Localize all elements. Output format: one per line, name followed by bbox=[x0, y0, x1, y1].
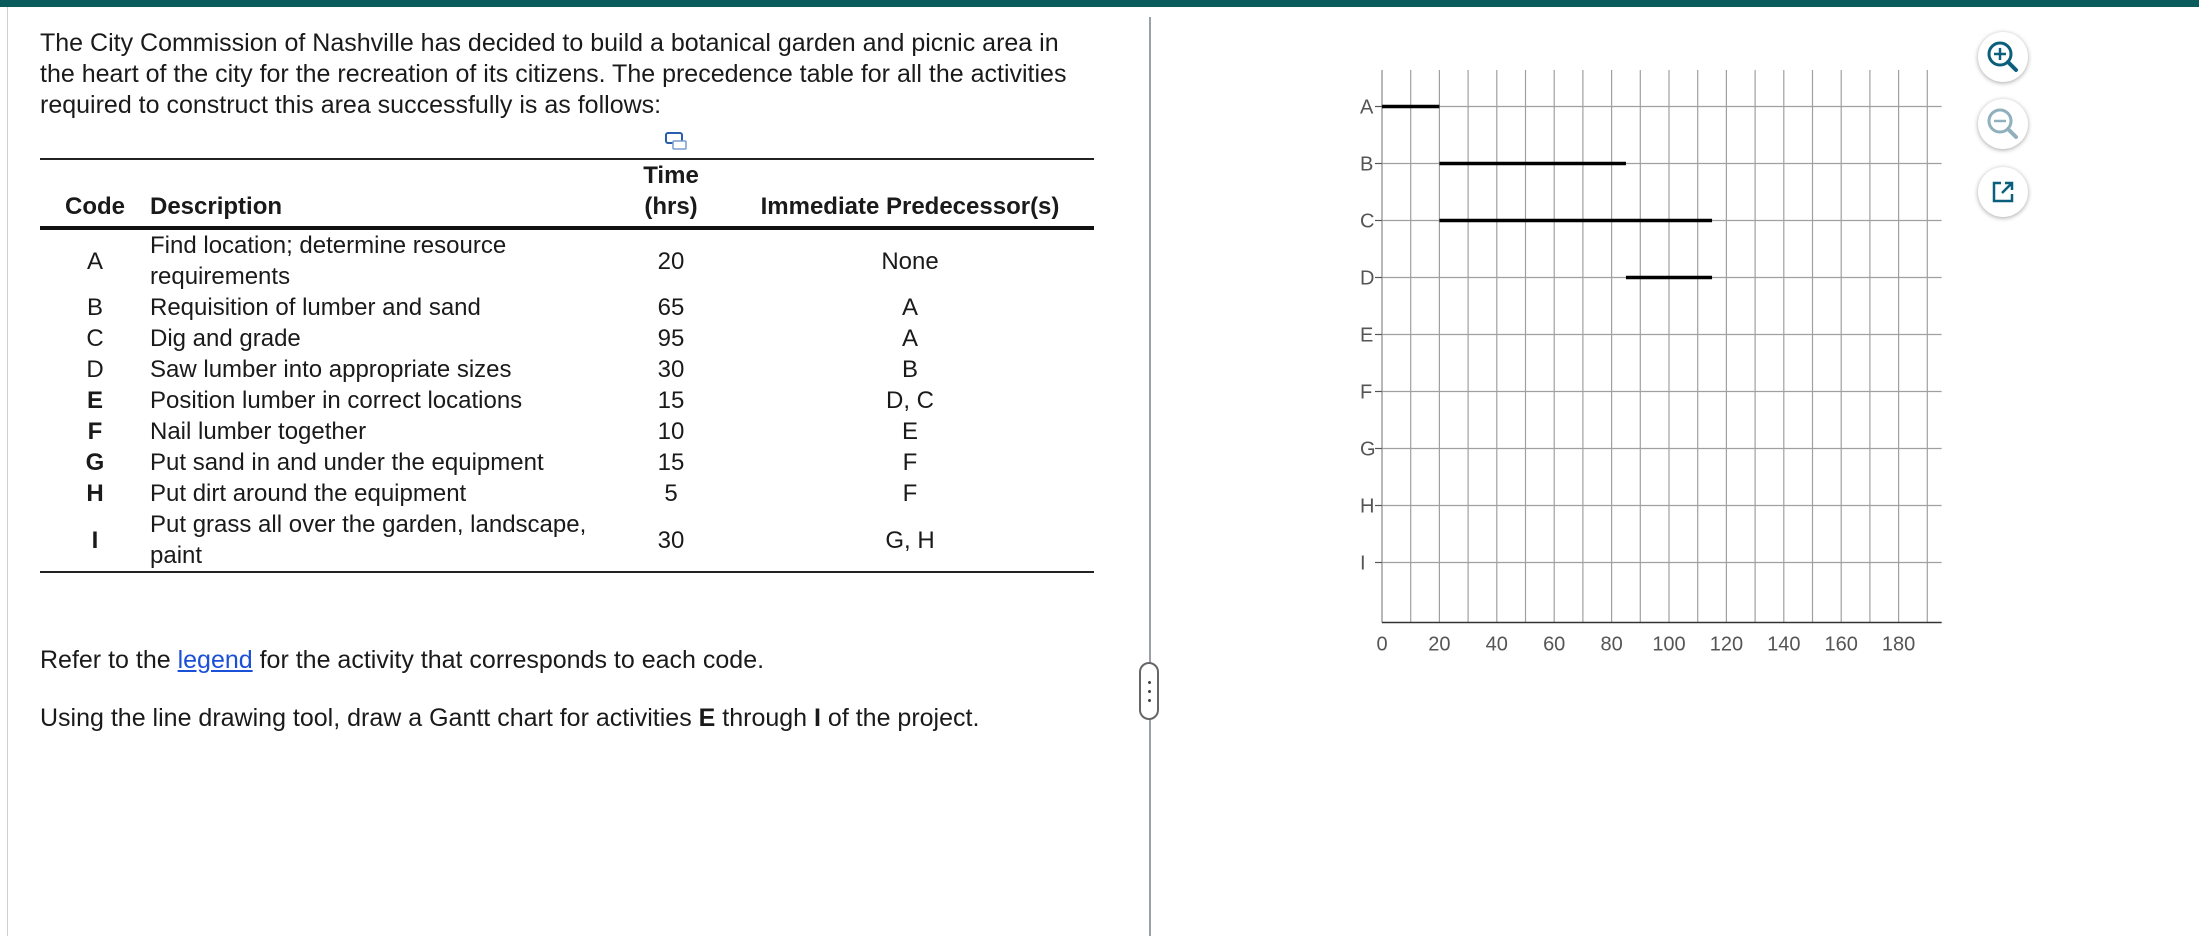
cell-description: Requisition of lumber and sand bbox=[150, 294, 481, 321]
table-row bbox=[40, 447, 1094, 478]
header-code: Code bbox=[65, 193, 125, 220]
table-row bbox=[40, 385, 1094, 416]
cell-code: E bbox=[86, 387, 103, 414]
cell-code: D bbox=[86, 356, 104, 383]
cell-predecessors: F bbox=[902, 449, 918, 476]
question-intro: The City Commission of Nashville has decided to build a botanical garden and picnic area in the heart of the city for the recreation of its citizens. The precedence table for all the activities required to construct this area successfully is as follows: bbox=[40, 29, 1067, 119]
legend-reference bbox=[40, 646, 764, 675]
y-tick-label: C bbox=[1360, 210, 1375, 233]
instruction-after: of the project. bbox=[820, 704, 980, 732]
instruction-before: Using the line drawing tool, draw a Gantt chart for activities bbox=[40, 704, 699, 732]
cell-predecessors: E bbox=[901, 418, 918, 445]
y-tick-label: E bbox=[1360, 324, 1374, 347]
external-link-icon bbox=[1978, 167, 2028, 217]
cell-predecessors: A bbox=[901, 294, 918, 321]
refer-text-before: Refer to the bbox=[40, 646, 178, 674]
legend-link[interactable]: legend bbox=[177, 646, 253, 674]
cell-time: 95 bbox=[657, 325, 685, 352]
x-tick-label: 100 bbox=[1652, 633, 1686, 656]
y-tick-label: H bbox=[1360, 495, 1375, 518]
cell-time: 5 bbox=[664, 480, 678, 507]
y-tick-label: A bbox=[1360, 96, 1374, 119]
pane-divider bbox=[1149, 17, 1151, 936]
header-time-line2: (hrs) bbox=[644, 193, 698, 220]
table-row bbox=[40, 509, 1094, 572]
x-tick-label: 120 bbox=[1709, 633, 1744, 656]
cell-time: 10 bbox=[657, 418, 685, 445]
instruction-bold-start: E bbox=[698, 704, 716, 732]
x-tick-label: 20 bbox=[1428, 633, 1451, 656]
cell-time: 30 bbox=[657, 526, 685, 554]
precedence-table bbox=[40, 158, 1094, 573]
cell-code: G bbox=[85, 449, 105, 476]
cell-predecessors: D, C bbox=[886, 387, 934, 414]
cell-predecessors: A bbox=[901, 325, 918, 352]
cell-code: H bbox=[86, 480, 104, 507]
zoom-out-button[interactable] bbox=[1978, 99, 2028, 149]
cell-code: C bbox=[86, 325, 104, 352]
x-tick-label: 60 bbox=[1543, 633, 1566, 656]
x-tick-label: 40 bbox=[1485, 633, 1508, 656]
cell-description: Nail lumber together bbox=[150, 418, 367, 445]
top-accent-bar bbox=[0, 0, 2199, 7]
popout-button[interactable] bbox=[1978, 167, 2028, 217]
refer-text-after: for the activity that corresponds to each code. bbox=[252, 646, 765, 674]
table-row bbox=[40, 292, 1094, 323]
x-tick-label: 0 bbox=[1376, 633, 1388, 656]
table-popout-icon[interactable] bbox=[664, 131, 688, 151]
instruction-bold-end: I bbox=[814, 704, 821, 732]
table-row bbox=[40, 416, 1094, 447]
cell-predecessors: B bbox=[901, 356, 918, 383]
cell-code: B bbox=[86, 294, 103, 321]
table-row bbox=[40, 478, 1094, 509]
instruction-middle: through bbox=[715, 704, 815, 732]
gantt-chart[interactable] bbox=[1330, 60, 1960, 680]
table-row bbox=[40, 354, 1094, 385]
x-tick-label: 80 bbox=[1600, 633, 1623, 656]
y-tick-label: B bbox=[1360, 153, 1374, 176]
y-tick-label: I bbox=[1360, 552, 1366, 575]
cell-time: 15 bbox=[657, 387, 685, 414]
zoom-out-icon bbox=[1978, 99, 2028, 149]
cell-time: 65 bbox=[657, 294, 685, 321]
header-time bbox=[616, 159, 726, 228]
x-tick-label: 160 bbox=[1824, 633, 1858, 656]
y-tick-label: D bbox=[1360, 267, 1375, 290]
table-row bbox=[40, 228, 1094, 292]
y-tick-label: F bbox=[1360, 381, 1373, 404]
cell-description: Dig and grade bbox=[150, 325, 301, 352]
instruction bbox=[40, 704, 979, 733]
header-predecessors: Immediate Predecessor(s) bbox=[760, 193, 1060, 220]
header-time-line1: Time bbox=[643, 162, 699, 189]
cell-predecessors: F bbox=[902, 480, 918, 507]
cell-description: Saw lumber into appropriate sizes bbox=[150, 356, 512, 383]
cell-code: A bbox=[86, 247, 103, 275]
zoom-in-button[interactable] bbox=[1978, 32, 2028, 82]
y-tick-label: G bbox=[1360, 438, 1376, 461]
cell-time: 30 bbox=[657, 356, 685, 383]
zoom-in-icon bbox=[1978, 32, 2028, 82]
cell-description: Put grass all over the garden, landscape, paint bbox=[150, 511, 587, 569]
cell-description: Put sand in and under the equipment bbox=[150, 449, 544, 476]
question-pane bbox=[40, 28, 1100, 732]
cell-time: 20 bbox=[657, 247, 685, 275]
pane-resize-handle[interactable] bbox=[1139, 662, 1159, 720]
cell-code: F bbox=[87, 418, 103, 445]
table-row bbox=[40, 323, 1094, 354]
cell-time: 15 bbox=[657, 449, 685, 476]
cell-predecessors: None bbox=[881, 247, 939, 275]
left-border bbox=[7, 7, 8, 936]
x-tick-label: 140 bbox=[1767, 633, 1801, 656]
cell-predecessors: G, H bbox=[885, 526, 935, 554]
cell-description: Position lumber in correct locations bbox=[150, 387, 523, 414]
x-tick-label: 180 bbox=[1881, 633, 1916, 656]
header-description: Description bbox=[150, 193, 283, 220]
cell-description: Find location; determine resource requirements bbox=[150, 232, 507, 290]
cell-description: Put dirt around the equipment bbox=[150, 480, 467, 507]
cell-code: I bbox=[91, 526, 99, 554]
